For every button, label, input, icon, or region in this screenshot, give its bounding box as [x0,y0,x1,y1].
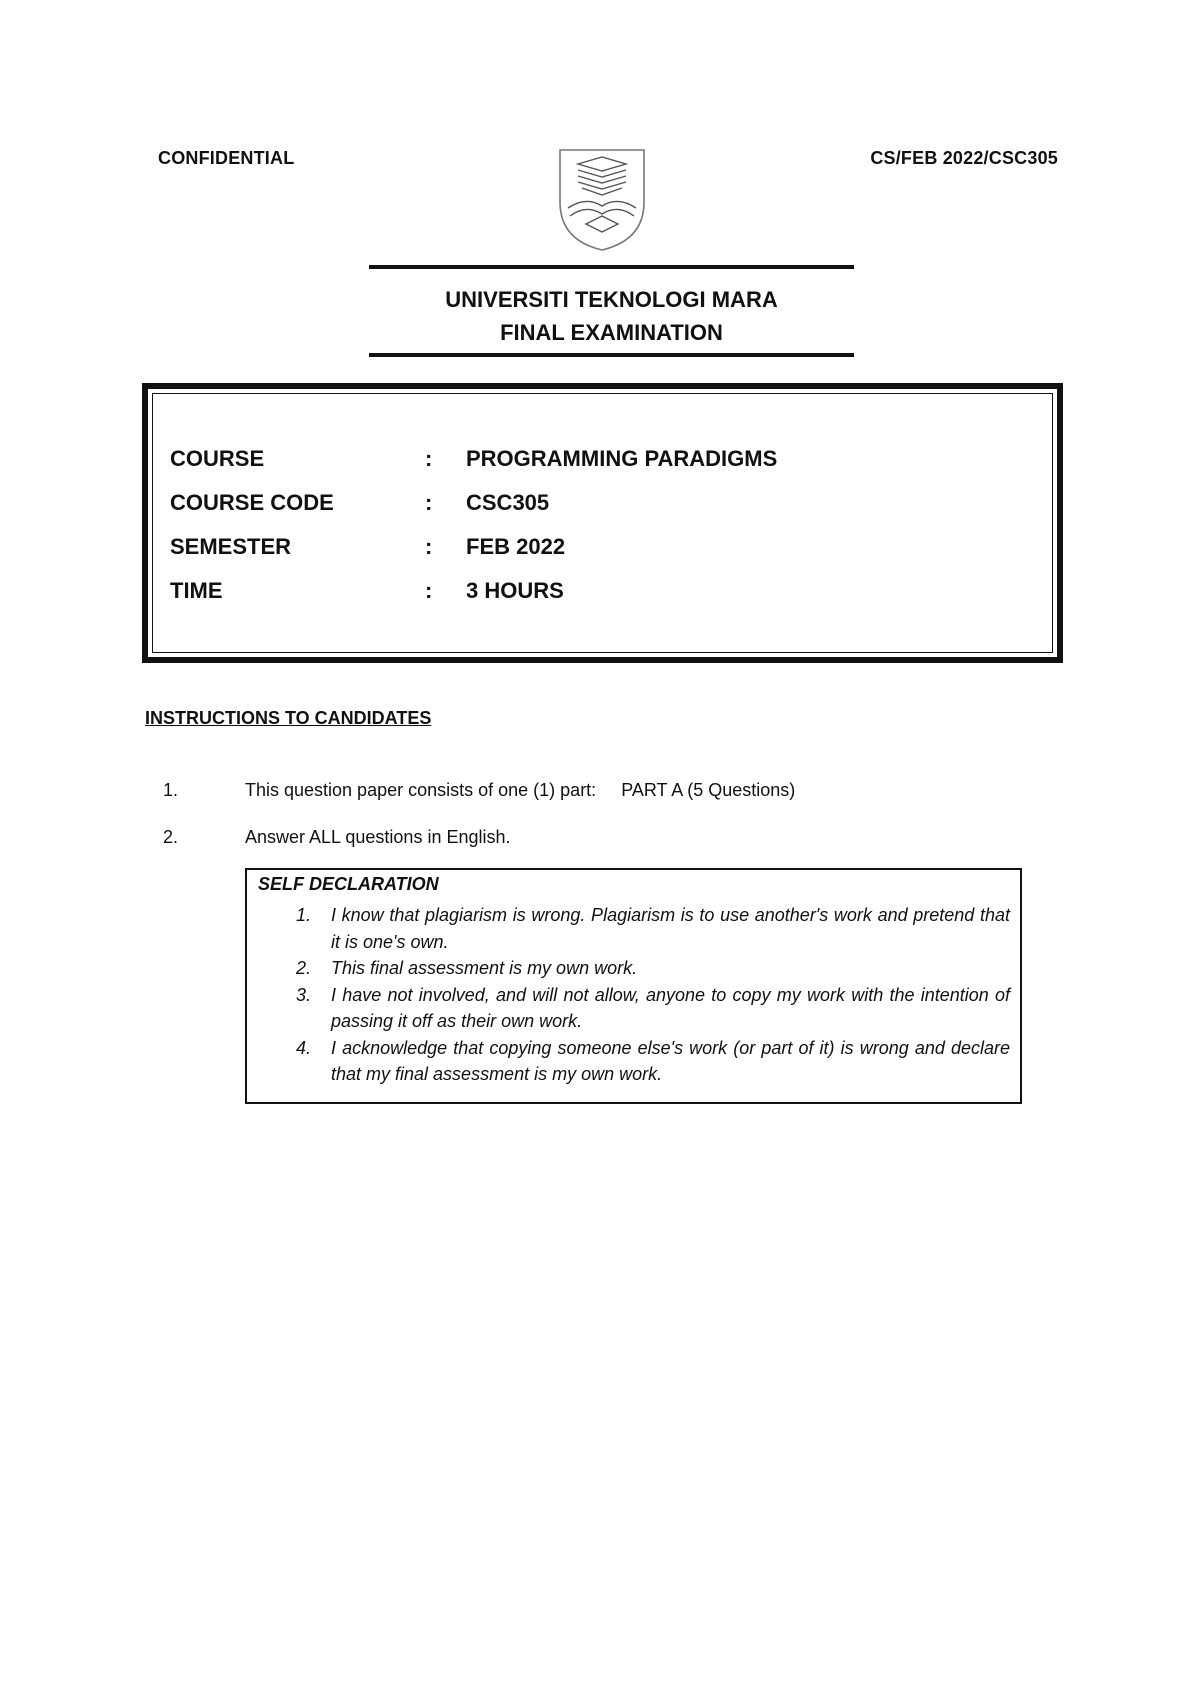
course-code-label: COURSE CODE [170,490,334,515]
exam-type: FINAL EXAMINATION [500,320,723,345]
instruction-text: Answer ALL questions in English. [245,827,511,847]
course-code-separator: : [425,490,433,515]
self-declaration-list [247,902,1020,1088]
instructions-heading: INSTRUCTIONS TO CANDIDATES [145,708,432,728]
declaration-text: This final assessment is my own work. [331,958,638,978]
instruction-number: 2. [163,827,179,847]
instruction-number: 1. [163,780,179,800]
title-top-rule [369,265,854,269]
declaration-item [247,1035,1020,1088]
declaration-number: 2. [296,958,312,978]
semester-label: SEMESTER [170,534,292,559]
declaration-number: 3. [296,984,312,1005]
declaration-text: I acknowledge that copying someone else's work (or part of it) is wrong and declare that my final assessment is my own work. [331,1037,1010,1084]
course-details-box [142,383,1063,663]
instruction-text: This question paper consists of one (1) part: PART A (5 Questions) [245,780,796,800]
university-title-block [369,283,854,349]
declaration-item [247,902,1020,955]
declaration-text: I have not involved, and will not allow, anyone to copy my work with the intention of passing it off as their own work. [331,984,1010,1031]
title-bottom-rule [369,353,854,357]
self-declaration-box [245,868,1022,1104]
course-value: PROGRAMMING PARADIGMS [466,446,778,471]
course-separator: : [425,446,433,471]
declaration-text: I know that plagiarism is wrong. Plagiarism is to use another's work and pretend that it is one's own. [331,905,1010,952]
paper-reference: CS/FEB 2022/CSC305 [870,148,1058,168]
course-label: COURSE [170,446,265,471]
semester-separator: : [425,534,433,559]
course-code-value: CSC305 [466,490,550,515]
time-value: 3 HOURS [466,578,564,603]
time-label: TIME [170,578,223,603]
self-declaration-title: SELF DECLARATION [258,874,439,894]
declaration-item [247,982,1020,1035]
declaration-number: 4. [296,1037,312,1058]
declaration-item [247,955,1020,982]
confidential-label: CONFIDENTIAL [158,148,295,168]
university-name: UNIVERSITI TEKNOLOGI MARA [445,287,778,312]
semester-value: FEB 2022 [466,534,566,559]
university-crest-logo [556,144,648,254]
declaration-number: 1. [296,905,312,925]
course-box-inner-border [152,393,1053,653]
time-separator: : [425,578,433,603]
